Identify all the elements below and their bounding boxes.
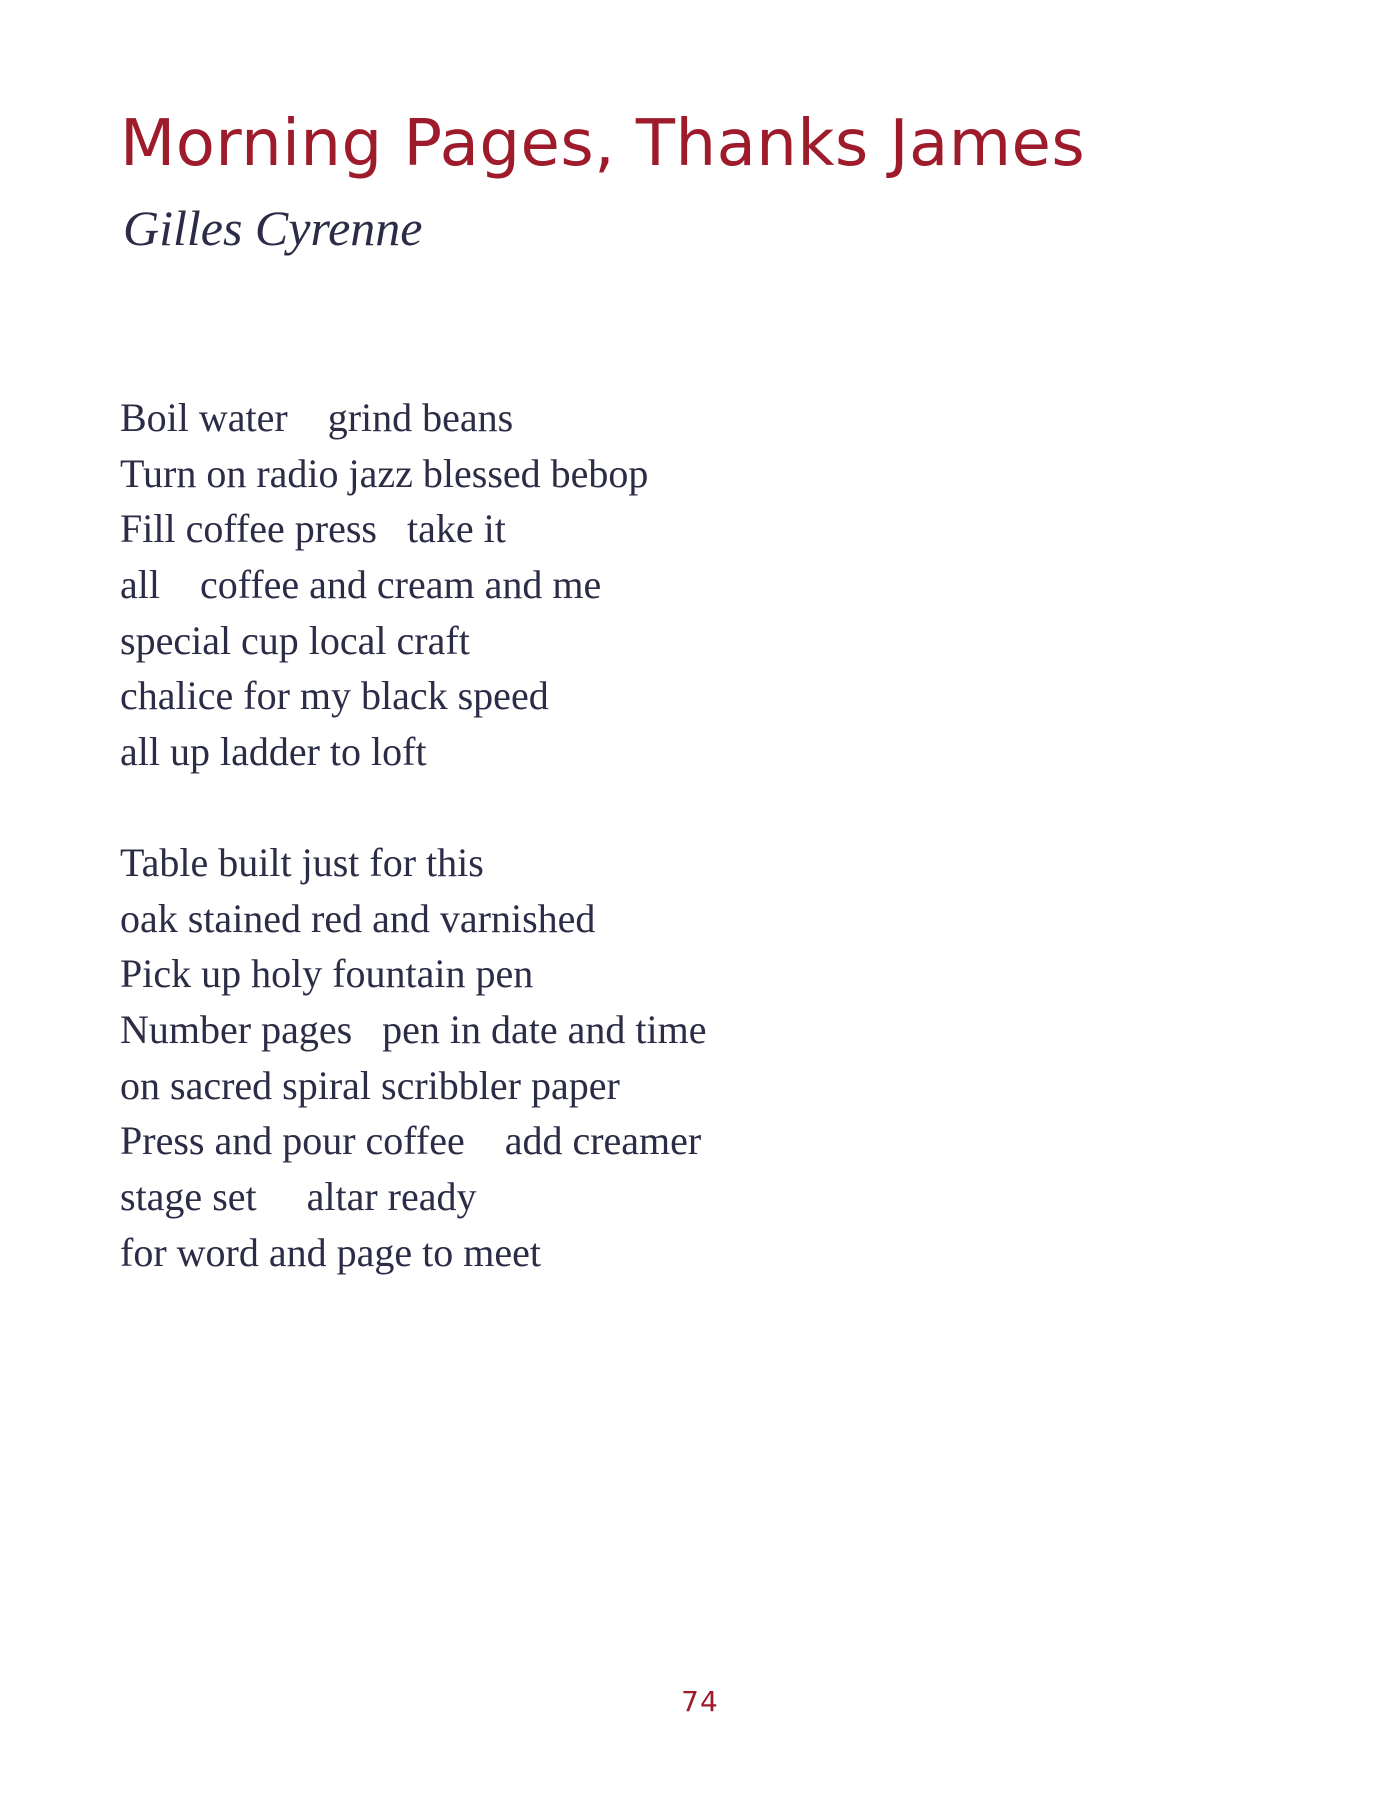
poem-line: Number pages pen in date and time: [120, 1006, 707, 1052]
poem-line: all coffee and cream and me: [120, 562, 602, 608]
poem-line: for word and page to meet: [120, 1229, 541, 1275]
poem-line: Press and pour coffee add creamer: [120, 1118, 702, 1164]
poem-line: oak stained red and varnished: [120, 895, 596, 941]
poem-line: special cup local craft: [120, 617, 470, 663]
poem-line: stage set altar ready: [120, 1173, 477, 1219]
poem-body: [120, 390, 1120, 1335]
stanza-2: [120, 835, 1120, 1281]
poem-line: on sacred spiral scribbler paper: [120, 1062, 620, 1108]
poem-line: Boil water grind beans: [120, 395, 514, 440]
poem-line: all up ladder to loft: [120, 729, 427, 775]
page-number: 74: [681, 1685, 719, 1718]
poem-line: chalice for my black speed: [120, 673, 549, 719]
poem-line: Pick up holy fountain pen: [120, 951, 534, 997]
poem-author: Gilles Cyrenne: [123, 200, 423, 256]
poem-title: Morning Pages, Thanks James: [120, 107, 1086, 181]
stanza-1: [120, 390, 1120, 780]
poem-line: Table built just for this: [120, 839, 484, 885]
poem-line: Turn on radio jazz blessed bebop: [120, 450, 649, 496]
poem-line: Fill coffee press take it: [120, 506, 506, 552]
